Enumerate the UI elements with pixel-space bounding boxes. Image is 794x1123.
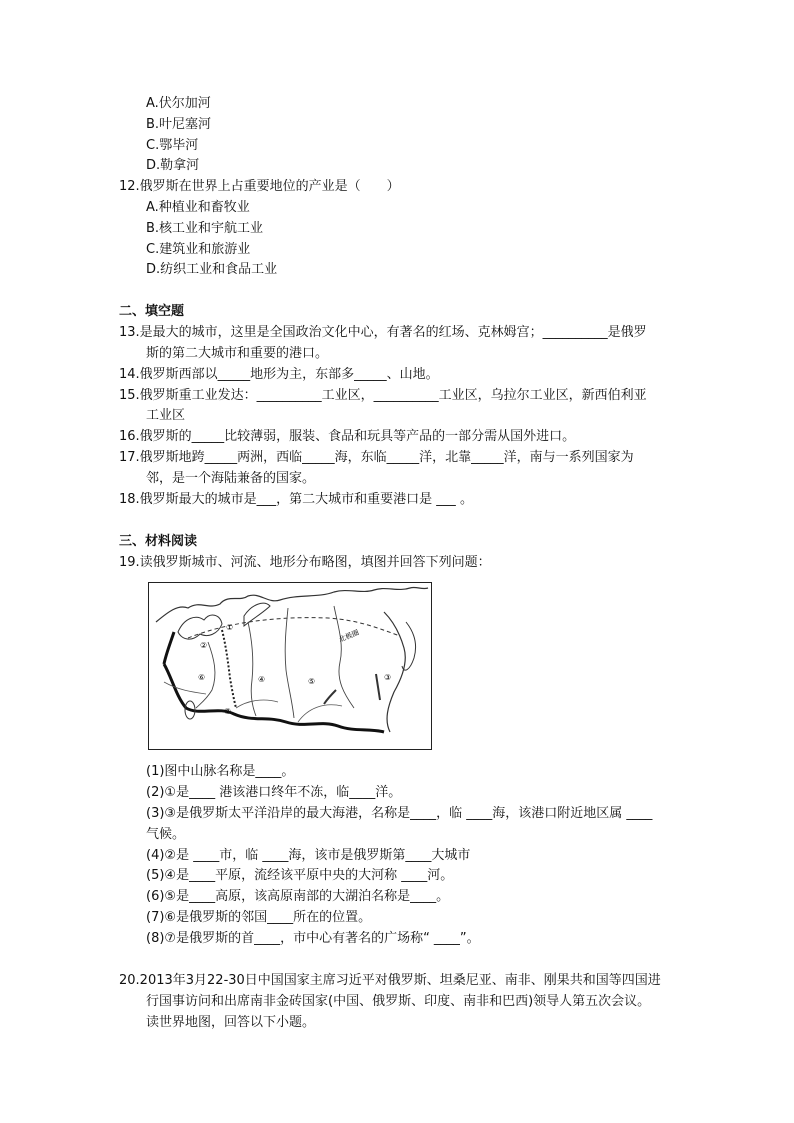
q19-sub7: (7)⑥是俄罗斯的邻国____所在的位置。 bbox=[146, 910, 372, 925]
q12-option-a: A.种植业和畜牧业 bbox=[146, 200, 250, 215]
map-label-7: ⑦ bbox=[224, 707, 232, 716]
q20-line2: 行国事访问和出席南非金砖国家(中国、俄罗斯、印度、南非和巴西)领导人第五次会议。 bbox=[146, 994, 651, 1009]
q17-line2: 邻，是一个海陆兼备的国家。 bbox=[146, 471, 316, 486]
q18: 18.俄罗斯最大的城市是___，第二大城市和重要港口是 ___ 。 bbox=[119, 492, 473, 507]
section3-title: 三、材料阅读 bbox=[119, 534, 198, 549]
q19-sub4: (4)②是 ____市，临 ____海，该市是俄罗斯第____大城市 bbox=[146, 848, 471, 863]
q12-option-c: C.建筑业和旅游业 bbox=[146, 242, 251, 257]
q19-stem: 19.读俄罗斯城市、河流、地形分布略图，填图并回答下列问题： bbox=[119, 555, 491, 570]
q11-option-d: D.勒拿河 bbox=[146, 158, 200, 173]
map-label-1: ① bbox=[226, 623, 234, 632]
q15-line1: 15.俄罗斯重工业发达：__________工业区，__________工业区，乌拉尔工业区，新西伯利亚 bbox=[119, 388, 647, 403]
map-label-5: ⑤ bbox=[308, 677, 316, 686]
map-label-arctic-circle: 北极圈 bbox=[337, 628, 361, 644]
map-label-4: ④ bbox=[258, 675, 266, 684]
q16: 16.俄罗斯的_____比较薄弱，服装、食品和玩具等产品的一部分需从国外进口。 bbox=[119, 429, 576, 444]
q19-sub1: (1)图中山脉名称是____。 bbox=[146, 764, 295, 779]
map-label-3: ③ bbox=[384, 673, 392, 682]
section2-title: 二、填空题 bbox=[119, 304, 185, 319]
q20-line1: 20.2013年3月22-30日中国国家主席习近平对俄罗斯、坦桑尼亚、南非、刚果共和国等四国进 bbox=[119, 973, 661, 988]
q15-line2: 工业区 bbox=[146, 408, 186, 423]
q12-stem: 12.俄罗斯在世界上占重要地位的产业是（ ） bbox=[119, 179, 400, 194]
q19-sub2: (2)①是____ 港该港口终年不冻，临____洋。 bbox=[146, 785, 402, 800]
q19-sub8: (8)⑦是俄罗斯的首____，市中心有著名的广场称“ ____”。 bbox=[146, 931, 480, 946]
map-label-2: ② bbox=[200, 641, 208, 650]
q19-sub6: (6)⑤是____高原，该高原南部的大湖泊名称是____。 bbox=[146, 889, 450, 904]
q13-line1: 13.是最大的城市，这里是全国政治文化中心，有著名的红场、克林姆宫；__________是俄罗 bbox=[119, 325, 647, 340]
q11-option-a: A.伏尔加河 bbox=[146, 96, 211, 111]
q19-sub5: (5)④是____平原，流经该平原中央的大河称 ____河。 bbox=[146, 868, 454, 883]
q12-option-b: B.核工业和宇航工业 bbox=[146, 221, 264, 236]
q14: 14.俄罗斯西部以_____地形为主，东部多_____、山地。 bbox=[119, 367, 439, 382]
q19-sub3-cont: 气候。 bbox=[146, 827, 186, 842]
q13-line2: 斯的第二大城市和重要的港口。 bbox=[146, 346, 329, 361]
q19-sub3: (3)③是俄罗斯太平洋沿岸的最大海港，名称是____，临 ____海，该港口附近地区属 ____ bbox=[146, 806, 653, 821]
russia-map-figure bbox=[148, 582, 432, 750]
q11-option-b: B.叶尼塞河 bbox=[146, 117, 212, 132]
q12-option-d: D.纺织工业和食品工业 bbox=[146, 262, 278, 277]
q20-line3: 读世界地图，回答以下小题。 bbox=[146, 1015, 316, 1030]
q17-line1: 17.俄罗斯地跨_____两洲，西临_____海，东临_____洋，北靠_____洋，南与一系列国家为 bbox=[119, 450, 634, 465]
map-label-6: ⑥ bbox=[198, 673, 206, 682]
q11-option-c: C.鄂毕河 bbox=[146, 138, 199, 153]
